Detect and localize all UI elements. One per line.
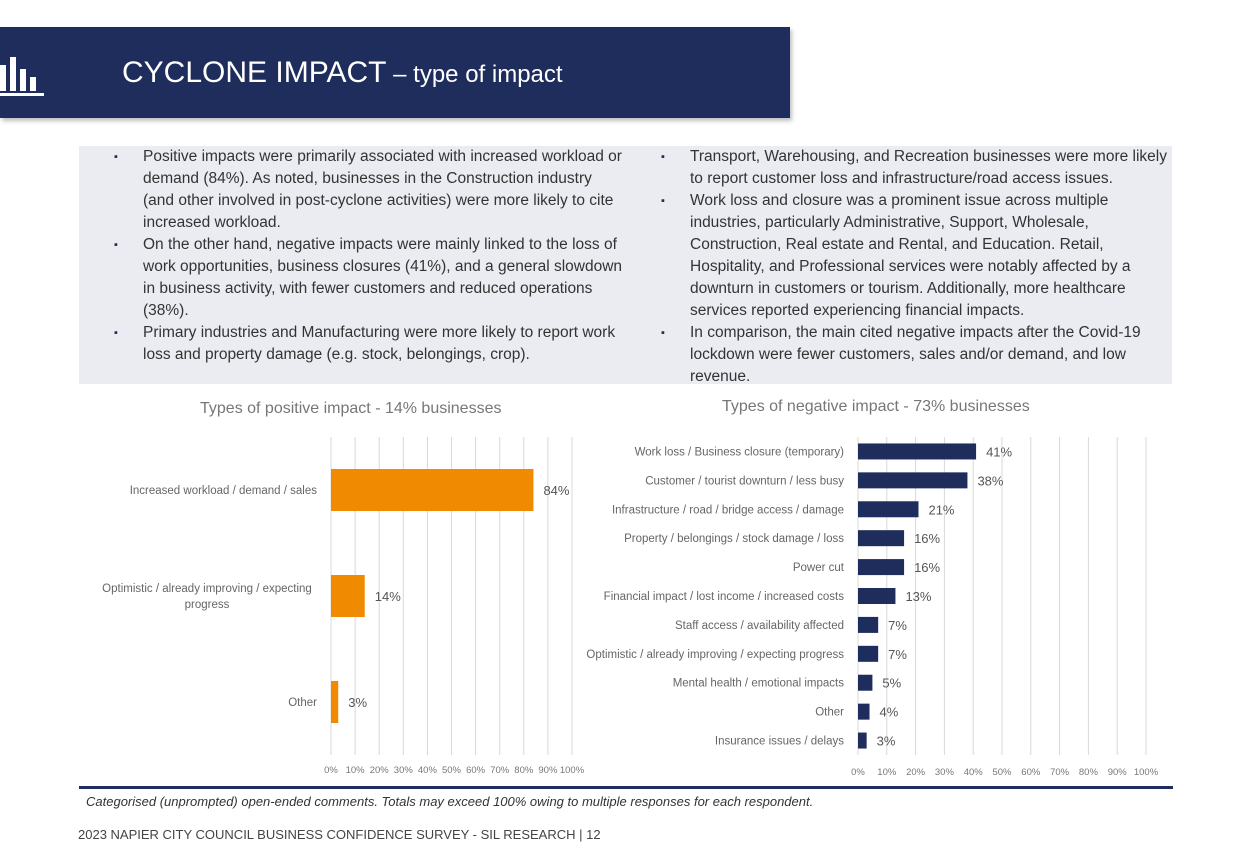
value-label: 16%: [914, 560, 941, 576]
category-label: Insurance issues / delays: [714, 735, 844, 748]
bar: [331, 575, 365, 617]
x-tick-label: 60%: [466, 765, 486, 776]
x-tick-label: 80%: [514, 765, 534, 776]
category-label: Increased workload / demand / sales: [129, 485, 317, 497]
category-label: Customer / tourist downturn / less busy: [645, 475, 844, 488]
bar: [858, 646, 878, 662]
x-tick-label: 10%: [877, 767, 897, 778]
x-tick-label: 100%: [1133, 767, 1159, 778]
x-tick-label: 50%: [441, 765, 462, 776]
value-label: 3%: [348, 695, 368, 710]
bullet-item: ▪ In comparison, the main cited negative impacts after the Covid-19 lockdown were fewer customers, sales and/or demand, and low revenue.: [690, 322, 1170, 388]
category-label: Other: [815, 706, 844, 719]
x-tick-label: 20%: [369, 765, 389, 776]
value-label: 38%: [977, 473, 1004, 489]
bar: [858, 472, 967, 488]
title-banner: [0, 27, 790, 118]
x-tick-label: 30%: [393, 765, 413, 776]
bar: [331, 469, 533, 511]
category-label: Infrastructure / road / bridge access / damage: [611, 504, 844, 517]
x-tick-label: 10%: [345, 765, 365, 776]
footnote: Categorised (unprompted) open-ended comments. Totals may exceed 100% owing to multiple responses for each respondent.: [86, 794, 814, 809]
value-label: 5%: [882, 675, 902, 691]
category-label: Work loss / Business closure (temporary): [634, 446, 844, 459]
value-label: 41%: [986, 444, 1013, 460]
value-label: 13%: [905, 589, 932, 604]
value-label: 14%: [374, 589, 401, 604]
x-tick-label: 100%: [559, 765, 585, 776]
bullet-item: ▪ On the other hand, negative impacts were mainly linked to the loss of work opportunities, business closures (41%), and a general slowdown in business activity, with fewer customers and reduced operations (38%).: [143, 234, 623, 322]
category-label: Mental health / emotional impacts: [672, 677, 844, 690]
bar: [858, 733, 867, 749]
category-label: Optimistic / already improving / expecting progress: [102, 583, 312, 611]
value-label: 21%: [928, 502, 955, 518]
x-tick-label: 30%: [934, 767, 954, 778]
positive-impact-chart: [0, 425, 620, 780]
page-subtitle: – type of impact: [386, 61, 563, 88]
x-tick-label: 70%: [490, 765, 510, 776]
category-label: Power cut: [792, 562, 844, 575]
negative-chart-title: Types of negative impact - 73% businesses: [722, 398, 1030, 415]
bullet-item: ▪ Work loss and closure was a prominent issue across multiple industries, particularly Administrative, Support, Wholesale, Construction, Real estate and Rental, and Education. Retail, Hospitality, and Professional services were notably affected by a downturn in customers or tourism. Additionally, more healthcare services reported experiencing financial impacts.: [690, 190, 1170, 322]
x-tick-label: 50%: [992, 767, 1012, 778]
category-label: Staff access / availability affected: [675, 619, 844, 632]
summary-right-column: [690, 146, 1170, 388]
x-tick-label: 40%: [417, 765, 437, 776]
bar: [331, 681, 338, 723]
bullet-item: ▪ Positive impacts were primarily associated with increased workload or demand (84%). As noted, businesses in the Construction industry (and other involved in post-cyclone activities) were more likely to cite increased workload.: [143, 146, 623, 234]
bar: [858, 501, 918, 517]
bullet-item: ▪ Transport, Warehousing, and Recreation businesses were more likely to report customer loss and infrastructure/road access issues.: [690, 146, 1170, 190]
category-label: Optimistic / already improving / expecting progress: [586, 648, 844, 661]
positive-chart-title: Types of positive impact - 14% businesses: [200, 400, 502, 417]
value-label: 3%: [876, 733, 896, 749]
value-label: 4%: [879, 704, 899, 720]
bar: [858, 675, 872, 691]
value-label: 7%: [888, 646, 907, 662]
page-footer: 2023 NAPIER CITY COUNCIL BUSINESS CONFIDENCE SURVEY - SIL RESEARCH | 12: [78, 827, 601, 842]
bar: [858, 704, 870, 720]
x-tick-label: 70%: [1050, 767, 1070, 778]
x-tick-label: 0%: [851, 767, 865, 778]
page-title: CYCLONE IMPACT – type of impact: [122, 56, 563, 89]
x-tick-label: 60%: [1021, 767, 1041, 778]
x-tick-label: 90%: [1107, 767, 1127, 778]
bar: [858, 588, 895, 604]
x-tick-label: 20%: [906, 767, 926, 778]
category-label: Property / belongings / stock damage / loss: [624, 533, 844, 546]
x-tick-label: 0%: [324, 765, 338, 776]
footer-divider: [79, 786, 1173, 789]
value-label: 84%: [543, 483, 570, 498]
x-tick-label: 40%: [963, 767, 983, 778]
value-label: 7%: [888, 617, 907, 633]
bullet-item: ▪ Primary industries and Manufacturing were more likely to report work loss and property damage (e.g. stock, belongings, crop).: [143, 322, 623, 366]
summary-left-column: [143, 146, 623, 366]
bar: [858, 617, 878, 633]
bar-chart-icon: [0, 49, 46, 99]
x-tick-label: 80%: [1078, 767, 1098, 778]
bar: [858, 559, 904, 575]
value-label: 16%: [914, 531, 941, 547]
bar: [858, 443, 976, 459]
negative-impact-chart: [560, 425, 1160, 780]
category-label: Other: [288, 697, 317, 709]
summary-panel: [79, 146, 1172, 384]
x-tick-label: 90%: [538, 765, 558, 776]
bar: [858, 530, 904, 546]
category-label: Financial impact / lost income / increased costs: [603, 591, 844, 603]
